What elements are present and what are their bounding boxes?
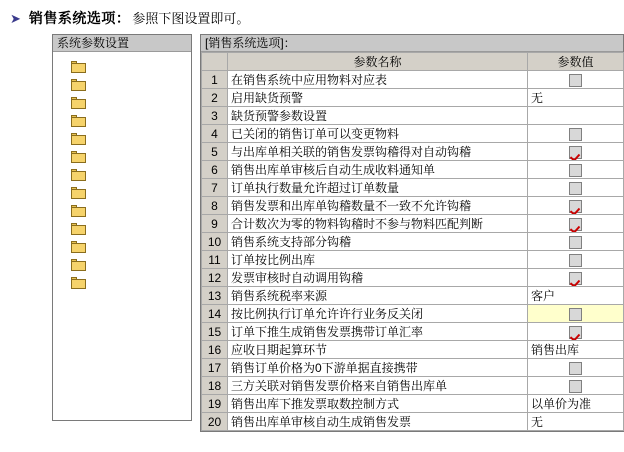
tree-caption: 系统参数设置	[53, 35, 191, 52]
tree-item[interactable]	[53, 256, 191, 274]
parameter-value[interactable]	[528, 107, 624, 125]
parameter-name: 订单按比例出库	[228, 251, 528, 269]
tree-item[interactable]	[53, 274, 191, 292]
parameter-value[interactable]: 销售出库	[528, 341, 624, 359]
checkbox-unchecked-icon[interactable]	[569, 254, 582, 267]
folder-icon	[71, 241, 86, 253]
table-row[interactable]	[202, 323, 624, 341]
parameter-name: 销售出库下推发票取数控制方式	[228, 395, 528, 413]
row-index: 3	[202, 107, 228, 125]
parameter-checkbox[interactable]	[528, 179, 624, 197]
table-row[interactable]	[202, 305, 624, 323]
checkbox-unchecked-icon[interactable]	[569, 182, 582, 195]
tree-item[interactable]	[53, 130, 191, 148]
table-row[interactable]	[202, 71, 624, 89]
row-index: 5	[202, 143, 228, 161]
section-heading	[0, 0, 624, 34]
folder-icon	[71, 259, 86, 271]
checkbox-checked-icon[interactable]	[569, 218, 582, 231]
table-row[interactable]	[202, 413, 624, 431]
parameter-name: 应收日期起算环节	[228, 341, 528, 359]
parameter-grid-pane	[200, 34, 624, 432]
parameter-checkbox[interactable]	[528, 251, 624, 269]
parameter-table	[201, 52, 624, 431]
table-row[interactable]	[202, 233, 624, 251]
row-index: 13	[202, 287, 228, 305]
table-header-row	[202, 53, 624, 71]
system-parameter-tree-pane	[52, 34, 192, 421]
parameter-checkbox[interactable]	[528, 377, 624, 395]
table-row[interactable]	[202, 359, 624, 377]
row-index: 14	[202, 305, 228, 323]
parameter-value[interactable]: 无	[528, 413, 624, 431]
tree-item[interactable]	[53, 220, 191, 238]
tree-item[interactable]	[53, 166, 191, 184]
folder-icon	[71, 61, 86, 73]
parameter-value[interactable]: 以单价为准	[528, 395, 624, 413]
parameter-name: 销售订单价格为0下游单据直接携带	[228, 359, 528, 377]
checkbox-checked-icon[interactable]	[569, 326, 582, 339]
parameter-name: 销售系统支持部分钩稽	[228, 233, 528, 251]
parameter-checkbox[interactable]	[528, 359, 624, 377]
folder-icon	[71, 115, 86, 127]
table-row[interactable]	[202, 125, 624, 143]
table-row[interactable]	[202, 215, 624, 233]
parameter-name: 按比例执行订单允许许行业务反关闭	[228, 305, 528, 323]
row-index: 6	[202, 161, 228, 179]
parameter-name: 已关闭的销售订单可以变更物料	[228, 125, 528, 143]
parameter-name: 订单下推生成销售发票携带订单汇率	[228, 323, 528, 341]
tree-item[interactable]	[53, 148, 191, 166]
tree-item[interactable]	[53, 94, 191, 112]
row-index: 9	[202, 215, 228, 233]
table-row[interactable]	[202, 107, 624, 125]
checkbox-checked-icon[interactable]	[569, 272, 582, 285]
folder-icon	[71, 205, 86, 217]
row-index: 15	[202, 323, 228, 341]
settings-panes	[52, 34, 624, 432]
tree-list[interactable]	[53, 52, 191, 420]
parameter-checkbox[interactable]	[528, 71, 624, 89]
row-index: 20	[202, 413, 228, 431]
parameter-checkbox[interactable]	[528, 233, 624, 251]
folder-icon	[71, 97, 86, 109]
parameter-name: 启用缺货预警	[228, 89, 528, 107]
row-index: 7	[202, 179, 228, 197]
parameter-value[interactable]: 无	[528, 89, 624, 107]
bullet-icon: ➤	[10, 11, 21, 26]
tree-item[interactable]	[53, 202, 191, 220]
row-index: 4	[202, 125, 228, 143]
tree-item[interactable]	[53, 184, 191, 202]
parameter-checkbox[interactable]	[528, 305, 624, 323]
table-row[interactable]	[202, 161, 624, 179]
checkbox-unchecked-icon[interactable]	[569, 362, 582, 375]
parameter-checkbox[interactable]	[528, 269, 624, 287]
row-index: 1	[202, 71, 228, 89]
table-row[interactable]	[202, 269, 624, 287]
row-index: 19	[202, 395, 228, 413]
parameter-checkbox[interactable]	[528, 125, 624, 143]
grid-caption: [销售系统选项]：	[201, 35, 623, 52]
folder-icon	[71, 169, 86, 181]
row-index: 8	[202, 197, 228, 215]
parameter-name: 销售系统税率来源	[228, 287, 528, 305]
column-header-value: 参数值	[528, 53, 624, 71]
checkbox-unchecked-icon[interactable]	[569, 74, 582, 87]
checkbox-checked-icon[interactable]	[569, 200, 582, 213]
row-index: 17	[202, 359, 228, 377]
row-index: 12	[202, 269, 228, 287]
column-header-name: 参数名称	[228, 53, 528, 71]
parameter-name: 在销售系统中应用物料对应表	[228, 71, 528, 89]
table-row[interactable]	[202, 287, 624, 305]
table-row[interactable]	[202, 341, 624, 359]
row-index: 16	[202, 341, 228, 359]
checkbox-unchecked-icon[interactable]	[569, 128, 582, 141]
row-index: 11	[202, 251, 228, 269]
table-row[interactable]	[202, 143, 624, 161]
checkbox-unchecked-icon[interactable]	[569, 308, 582, 321]
table-row[interactable]	[202, 395, 624, 413]
parameter-checkbox[interactable]	[528, 161, 624, 179]
parameter-checkbox[interactable]	[528, 323, 624, 341]
parameter-name: 缺货预警参数设置	[228, 107, 528, 125]
parameter-name: 销售发票和出库单钩稽数量不一致不允许钩稽	[228, 197, 528, 215]
column-header-index	[202, 53, 228, 71]
checkbox-unchecked-icon[interactable]	[569, 236, 582, 249]
tree-item[interactable]	[53, 238, 191, 256]
page-title: 销售系统选项：	[28, 10, 131, 26]
parameter-value[interactable]: 客户	[528, 287, 624, 305]
parameter-checkbox[interactable]	[528, 215, 624, 233]
tree-item[interactable]	[53, 112, 191, 130]
parameter-name: 合计数次为零的物料钩稽时不参与物料匹配判断	[228, 215, 528, 233]
tree-item[interactable]	[53, 58, 191, 76]
parameter-name: 三方关联对销售发票价格来自销售出库单	[228, 377, 528, 395]
checkbox-unchecked-icon[interactable]	[569, 380, 582, 393]
parameter-name: 发票审核时自动调用钩稽	[228, 269, 528, 287]
table-row[interactable]	[202, 89, 624, 107]
parameter-checkbox[interactable]	[528, 143, 624, 161]
checkbox-unchecked-icon[interactable]	[569, 164, 582, 177]
folder-icon	[71, 151, 86, 163]
row-index: 18	[202, 377, 228, 395]
tree-item[interactable]	[53, 76, 191, 94]
folder-icon	[71, 133, 86, 145]
table-row[interactable]	[202, 377, 624, 395]
table-row[interactable]	[202, 179, 624, 197]
folder-icon	[71, 223, 86, 235]
parameter-name: 销售出库单审核后自动生成收料通知单	[228, 161, 528, 179]
folder-icon	[71, 277, 86, 289]
folder-icon	[71, 79, 86, 91]
table-row[interactable]	[202, 197, 624, 215]
parameter-name: 与出库单相关联的销售发票钩稽得对自动钩稽	[228, 143, 528, 161]
parameter-name: 订单执行数量允许超过订单数量	[228, 179, 528, 197]
page-subtitle: 参照下图设置即可。	[132, 11, 250, 26]
parameter-checkbox[interactable]	[528, 197, 624, 215]
folder-icon	[71, 187, 86, 199]
table-row[interactable]	[202, 251, 624, 269]
row-index: 2	[202, 89, 228, 107]
checkbox-checked-icon[interactable]	[569, 146, 582, 159]
parameter-name: 销售出库单审核自动生成销售发票	[228, 413, 528, 431]
row-index: 10	[202, 233, 228, 251]
